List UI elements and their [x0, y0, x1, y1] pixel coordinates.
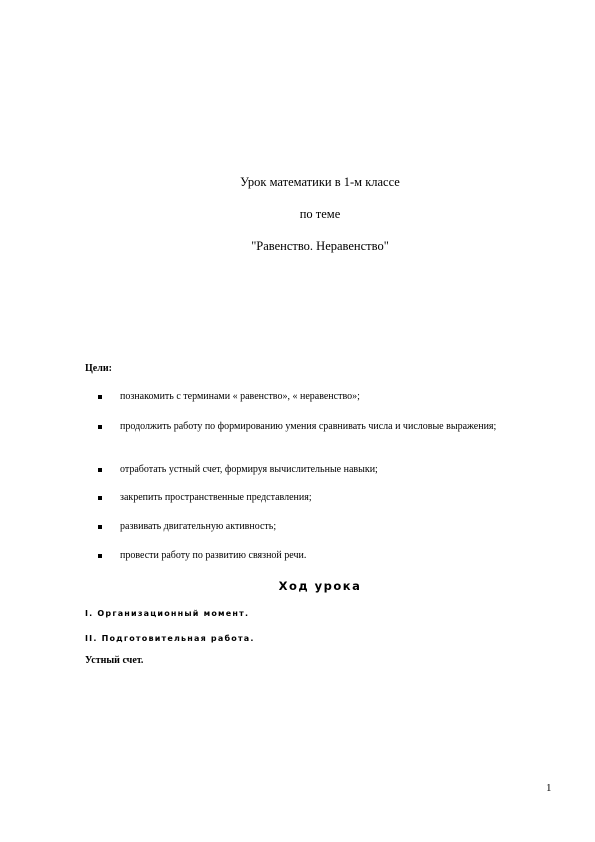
title-line-1: Урок математики в 1-м классе	[240, 175, 400, 189]
title-line-3: "Равенство. Неравенство"	[251, 239, 389, 253]
goal-text: отработать устный счет, формируя вычислительные навыки;	[120, 464, 378, 475]
goals-heading: Цели:	[85, 363, 112, 374]
title-line-2: по теме	[299, 207, 341, 221]
subheading: Устный счет.	[85, 655, 144, 666]
goal-text: продолжить работу по формированию умения сравнивать числа и числовые выражения;	[120, 421, 497, 432]
square-bullet-icon	[98, 496, 102, 500]
section-heading-2: II. Подготовительная работа.	[85, 634, 255, 643]
page-number: 1	[546, 782, 552, 794]
square-bullet-icon	[98, 525, 102, 529]
square-bullet-icon	[98, 425, 102, 429]
goal-text: познакомить с терминами « равенство», « неравенство»;	[120, 391, 360, 402]
square-bullet-icon	[98, 468, 102, 472]
lesson-heading: Ход урока	[278, 579, 362, 593]
section-heading-1: I. Организационный момент.	[85, 609, 250, 618]
goal-text: развивать двигательную активность;	[120, 521, 277, 532]
goal-text: закрепить пространственные представления;	[120, 492, 312, 503]
square-bullet-icon	[98, 395, 102, 399]
square-bullet-icon	[98, 554, 102, 558]
goal-text: провести работу по развитию связной речи.	[120, 550, 307, 561]
